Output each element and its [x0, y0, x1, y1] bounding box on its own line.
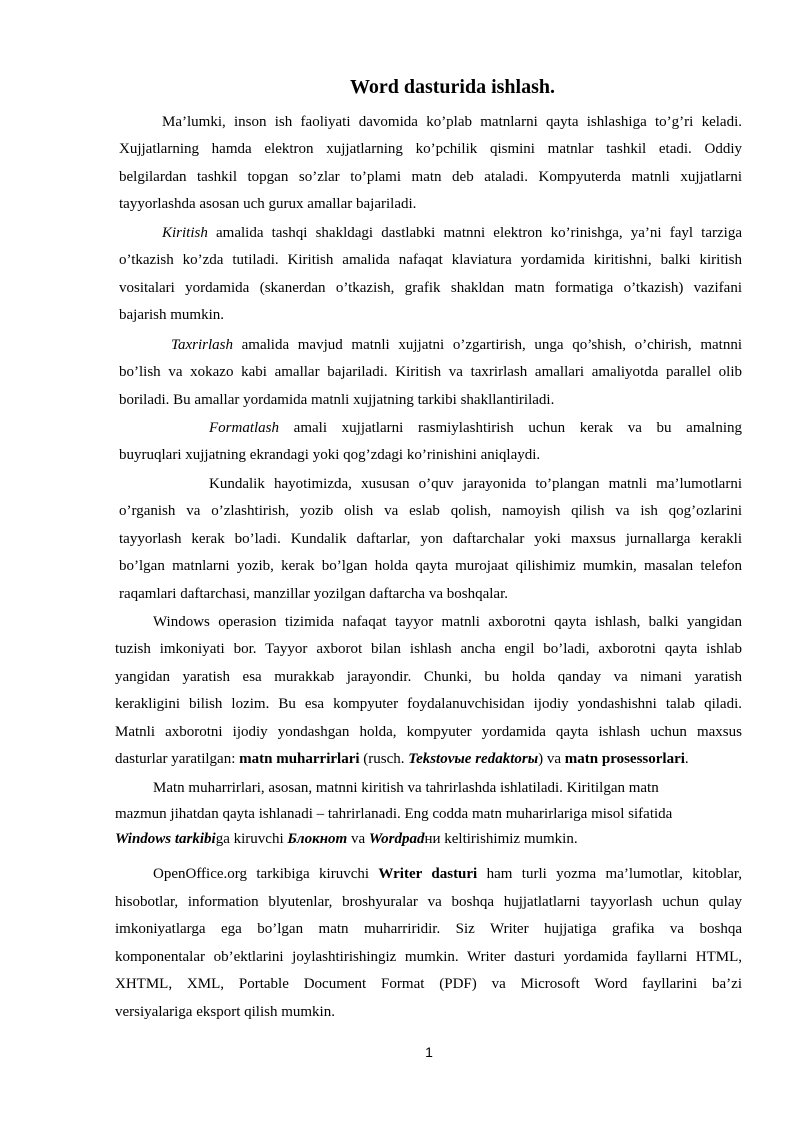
text-line: vositalari yordamida (skanerdan o’tkazish, grafik shakldan matn formatiga o’tkazish) vazifani	[119, 279, 742, 296]
text-line: bajarish mumkin.	[119, 307, 224, 324]
paragraph-openoffice	[115, 861, 742, 1027]
term-matn-muharrirlari: matn muharrirlari	[239, 751, 360, 768]
text-line: hisobotlar, information blyutenlar, broshyuralar va boshqa hujjatlatlarni tayyorlash uchun qulay	[115, 893, 742, 910]
text-line: Taxrirlash amalida mavjud matnli xujjatni o’zgartirish, unga qo’shish, o’chirish, matnni	[171, 337, 742, 353]
text-line: Kundalik hayotimizda, xususan o’quv jarayonida to’plangan matnli ma’lumotlarni	[209, 476, 742, 492]
text-line: yangidan yaratish esa murakkab jarayondir. Chunki, bu holda qanday va nimani yaratish	[115, 668, 742, 685]
paragraph-formatlash	[119, 415, 742, 470]
text-line: tayyorlash kerak bo’ladi. Kundalik daftarlar, yon daftarchalar yoki maxsus jurnallarga kerakli	[119, 530, 742, 547]
text-line: mazmun jihatdan qayta ishlanadi – tahrirlanadi. Eng codda matn muharirlariga misol sifatida	[115, 805, 673, 822]
term-kiritish: Kiritish	[162, 225, 208, 241]
text-line: OpenOffice.org tarkibiga kiruvchi Writer dasturi ham turli yozma ma’lumotlar, kitoblar,	[153, 866, 742, 882]
text-line: Formatlash amali xujjatlarni rasmiylashtirish uchun kerak va bu amalning	[209, 420, 742, 436]
term-taxrirlash: Taxrirlash	[171, 337, 233, 353]
text-line: kerakligini bilish lozim. Bu esa kompyuter foydalanuvchisidan ijodiy yondashishni talab qiladi.	[115, 696, 742, 713]
term-wordpad: Wordpad	[368, 831, 425, 847]
text-line: Kiritish amalida tashqi shakldagi dastlabki matnni elektron ko’rinishga, ya’ni fayl tarziga	[162, 225, 742, 241]
text-line: Matn muharrirlari, asosan, matnni kiritish va tahrirlashda ishlatiladi. Kiritilgan matn	[153, 780, 659, 796]
paragraph-intro	[119, 109, 742, 219]
text-line: Xujjatlarning hamda elektron xujjatlarning ko’pchilik qismini matnlar tashkil etadi. Oddiy	[119, 141, 742, 158]
text-line: Matnli axborotni ijodiy yondashgan holda, kompyuter yordamida qayta ishlash uchun maxsus	[115, 723, 742, 740]
text-line: imkoniyatlarga ega bo’lgan matn muharriridir. Siz Writer hujjatiga grafika va boshqa	[115, 921, 742, 938]
text-line: Ma’lumki, inson ish faoliyati davomida ko’plab matnlarni qayta ishlashiga to’g’ri keladi.	[162, 114, 742, 130]
term-writer-dasturi: Writer dasturi	[378, 866, 478, 882]
text-line: tuzish imkoniyati bor. Tayyor axborot bilan ishlash ancha engil bo’ladi, axborotni qayta ishlab	[115, 641, 742, 658]
text-line: tayyorlashda asosan uch gurux amallar bajariladi.	[119, 196, 417, 213]
text-line: bo’lgan matnlarni yozib, kerak bo’lgan holda qayta murojaat qilishimiz mumkin, masalan telefon	[119, 558, 742, 575]
page-title: Word dasturida ishlash.	[349, 76, 556, 98]
text-line: raqamlari daftarchasi, manzillar yozilgan daftarcha va boshqalar.	[119, 585, 508, 602]
text-line: bo’lish va xokazo kabi amallar bajariladi. Kiritish va taxrirlash amallari amaliyotda parallel olib	[119, 364, 742, 381]
page-number: 1	[425, 1044, 433, 1060]
paragraph-taxrirlash	[119, 332, 742, 414]
paragraph-kundalik	[119, 471, 742, 608]
term-bloknot: Блокнот	[287, 831, 348, 847]
term-tekstovye-redaktory: Tekstovыe redaktorы	[408, 751, 539, 768]
text-line: o’rganish va o’zlashtirish, yozib olish va eslab qolish, namoyish qilish va ish qog’ozlarini	[119, 503, 742, 520]
text-line: versiyalariga eksport qilish mumkin.	[115, 1003, 335, 1020]
term-windows-tarkibi: Windows tarkibi	[115, 831, 216, 847]
paragraph-matn-muharrirlari	[115, 776, 742, 853]
text-line: komponentalar ob’ektlarini joylashtirishingiz mumkin. Writer dasturi yordamida fayllarni HTML,	[115, 948, 742, 965]
text-line: Windows operasion tizimida nafaqat tayyor matnli axborotni qayta ishlash, balki yangidan	[153, 614, 742, 630]
text-line: boriladi. Bu amallar yordamida matnli xujjatning tarkibi shakllantiriladi.	[119, 391, 555, 408]
term-formatlash: Formatlash	[209, 420, 280, 436]
term-matn-prosessorlari: matn prosessorlari	[564, 751, 685, 768]
paragraph-kiritish	[119, 220, 742, 330]
paragraph-windows	[115, 609, 742, 773]
text-line: Windows tarkibiga kiruvchi Блокнот va Wordpadни keltirishimiz mumkin.	[115, 831, 578, 847]
text-line: XHTML, XML, Portable Document Format (PDF) va Microsoft Word fayllarini ba’zi	[115, 976, 742, 993]
text-line: o’tkazish ko’zda tutiladi. Kiritish amalida nafaqat klaviatura yordamida kiritishni, balki kiritish	[119, 252, 742, 269]
text-line: buyruqlari xujjatning ekrandagi yoki qog’zdagi ko’rinishini aniqlaydi.	[119, 447, 541, 464]
text-line: belgilardan tashkil topgan so’zlar to’plami matn deb ataladi. Kompyuterda matnli xujjatlarni	[119, 168, 742, 185]
text-line: dasturlar yaratilgan: matn muharrirlari (rusch. Tekstovыe redaktorы) va matn prosessorlari.	[115, 751, 689, 768]
